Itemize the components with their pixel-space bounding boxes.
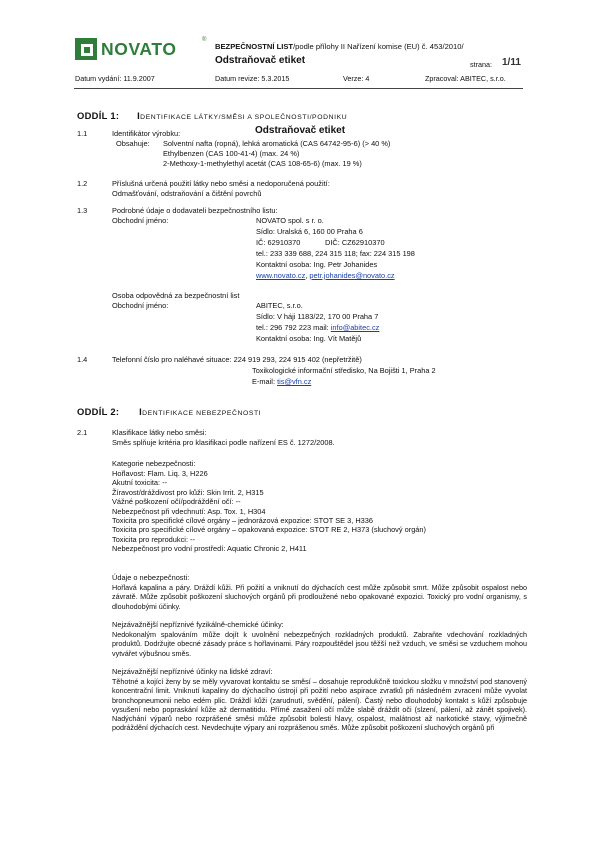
s13-address-2: Sídlo: V háji 1183/22, 170 00 Praha 7 [256,312,379,321]
novato-website-link[interactable]: www.novato.cz [256,271,306,280]
s12-number: 1.2 [77,179,88,188]
s13-address: Sídlo: Uralská 6, 160 00 Praha 6 [256,227,363,236]
page-label: strana: [470,60,492,69]
s11-number: 1.1 [77,129,88,138]
document-title-bold: BEZPEČNOSTNÍ LIST [215,42,294,51]
s13-phone-mail-2 [256,323,379,332]
hazard-category-item: Nebezpečnost při vdechnutí: Asp. Tox. 1, H304 [112,506,266,516]
hazard-category-item: Nebezpečnost pro vodní prostředí: Aquatic Chronic 2, H411 [112,544,307,554]
s21-classification-text: Směs splňuje kritéria pro klasifikaci podle nařízení ES č. 1272/2008. [112,438,335,447]
tis-email-link[interactable]: tis@vfn.cz [277,377,312,386]
section1-subtitle: DENTIFIKACE LÁTKY/SMĚSI A SPOLEČNOSTI/PODNIKU [140,114,348,121]
s13-trade-label-2: Obchodní jméno: [112,301,169,310]
hazard-category-item: Žíravost/dráždivost pro kůži: Skin Irrit. 2, H315 [112,487,264,497]
s13-company: NOVATO spol. s r. o. [256,216,324,225]
s11-product-name: Odstraňovač etiket [255,125,346,136]
section2-title-initial: I [139,406,143,417]
s14-number: 1.4 [77,355,88,364]
s13-number: 1.3 [77,206,88,215]
document-title-regulation: /podle přílohy II Nařízení komise (EU) č. 453/2010/ [293,42,464,51]
s12-label: Příslušná určená použití látky nebo směsi a nedoporučená použití: [112,179,330,188]
s13-company-2: ABITEC, s.r.o. [256,301,303,310]
s11-contents-label: Obsahuje: [116,139,150,148]
s14-email-prefix: E-mail: [252,377,278,386]
physchem-effects-label: Nejzávažnější nepříznivé fyzikálně-chemické účinky: [112,620,284,629]
s11-component-3: 2-Methoxy-1-methylethyl acetát (CAS 108-65-6) (max. 19 %) [163,159,362,168]
physchem-effects-text: Nedokonalým spalováním může dojít k uvolnění nebezpečných rozkladných produktů. Zabraňte vdechování rozkladných produktů. Dodržujte obecné zásady práce s hořlavinami. Páry rozpouštědel jsou těžší než vzduch, ve směsi se vzduchem mohou vytvářet výbušnou směs. [112,630,527,658]
document-title [215,42,464,51]
s13-links [256,271,395,280]
section2-title: ODDÍL 2: [77,406,120,417]
s14-emergency-phone: Telefonní číslo pro naléhavé situace: 224 919 293, 224 915 402 (nepřetržitě) [112,355,362,364]
header-divider [74,88,523,89]
abitec-email-link[interactable]: info@abitec.cz [330,323,380,332]
section2-subtitle: DENTIFIKACE NEBEZPEČNOSTI [142,410,262,417]
health-effects-text: Těhotné a kojící ženy by se měly vyvarovat kontaktu se směsí – dosahuje reprodukčně toxickou složku v množství pod stanovený koncentrační limit. Vniknutí kapaliny do dýchacího ústrojí při požití nebo aspirace zvratků při následném zvracení může vyvolat bronchopneumonii nebo edém plic. Dráždí kůži (zarudnutí, svědění, pálení). Častý nebo dlouhodobý kontakt s kůží způsobuje vysušení nebo popraskání kůže až dermatitidu. Přímé zasažení očí může slabě dráždit oči (slzení, pálení, až zánět spojivek). Nadýchání výparů nebo rozprášené směsi může způsobit bolesti hlavy, ospalost, malátnost až narkotické stavy, výjimečně podráždění dýchacích cest. Nevdechujte výpary ani rozprášenou směs. Může způsobit poškození sluchových orgánů při [112,677,527,733]
s13-contact-person: Kontaktní osoba: Ing. Petr Johanides [256,260,378,269]
s11-component-1: Solventní nafta (ropná), lehká aromatická (CAS 64742-95-6) (> 40 %) [163,139,391,148]
s13-phone-2: tel.: 296 792 223 mail: [256,323,331,332]
hazard-info-label: Údaje o nebezpečnosti: [112,573,190,582]
novato-logo-text: NOVATO [101,39,177,59]
s13-phone-fax: tel.: 233 339 688, 224 315 118; fax: 224 315 198 [256,249,415,258]
section1-heading [77,110,347,121]
s14-toxicology-centre: Toxikologické informační středisko, Na Bojišti 1, Praha 2 [252,366,436,375]
hazard-category-label: Kategorie nebezpečnosti: [112,459,196,468]
s13-dic: DIČ: CZ62910370 [325,238,385,247]
revision-date: Datum revize: 5.3.2015 [215,74,290,83]
health-effects-label: Nejzávažnější nepříznivé účinky na lidské zdraví: [112,667,273,676]
hazard-category-item: Hořlavost: Flam. Liq. 3, H226 [112,469,208,478]
page-number: 1/11 [502,57,521,68]
section1-title-initial: I [137,110,141,121]
hazard-category-item: Toxicita pro specifické cílové orgány – jednorázová expozice: STOT SE 3, H336 [112,516,373,526]
issue-date: Datum vydání: 11.9.2007 [75,74,155,83]
hazard-category-item: Vážné poškození očí/podráždění očí: -- [112,497,241,507]
s21-number: 2.1 [77,428,88,437]
section1-title: ODDÍL 1: [77,110,120,121]
s13-responsible-label: Osoba odpovědná za bezpečnostní list [112,291,240,300]
s14-email-line [252,377,311,386]
s11-component-2: Ethylbenzen (CAS 100-41-4) (max. 24 %) [163,149,300,158]
s11-label: Identifikátor výrobku: [112,129,181,138]
novato-logo-mark [75,38,97,60]
s13-link-separator: , [305,271,308,280]
s13-label: Podrobné údaje o dodavateli bezpečnostního listu: [112,206,278,215]
hazard-info-text: Hořlavá kapalina a páry. Dráždí kůži. Při požití a vniknutí do dýchacích cest může způsobit smrt. Může způsobit ospalost nebo závratě. Může způsobit poškození sluchových orgánů při prodloužené nebo opakované expozici. Toxický pro vodní organismy, s dlouhodobými účinky. [112,583,527,611]
section2-heading [77,406,261,417]
hazard-category-item: Toxicita pro reprodukci: -- [112,534,195,544]
header-product-name: Odstraňovač etiket [215,55,306,66]
s13-contact-person-2: Kontaktní osoba: Ing. Vít Matějů [256,334,362,343]
s12-uses: Odmašťování, odstraňování a čištění povrchů [112,189,262,198]
hazard-category-item: Toxicita pro specifické cílové orgány – opakovaná expozice: STOT RE 2, H373 (sluchový orgán) [112,525,426,535]
s13-trade-label: Obchodní jméno: [112,216,169,225]
hazard-category-item: Akutní toxicita: -- [112,478,168,488]
version: Verze: 4 [343,74,370,83]
registered-mark: ® [202,37,207,43]
prepared-by: Zpracoval: ABITEC, s.r.o. [425,74,506,83]
s21-label: Klasifikace látky nebo směsi: [112,428,207,437]
hazard-category-list [112,469,426,554]
s13-ico: IČ: 62910370 [256,238,301,247]
novato-email-link[interactable]: petr.johanides@novato.cz [309,271,395,280]
